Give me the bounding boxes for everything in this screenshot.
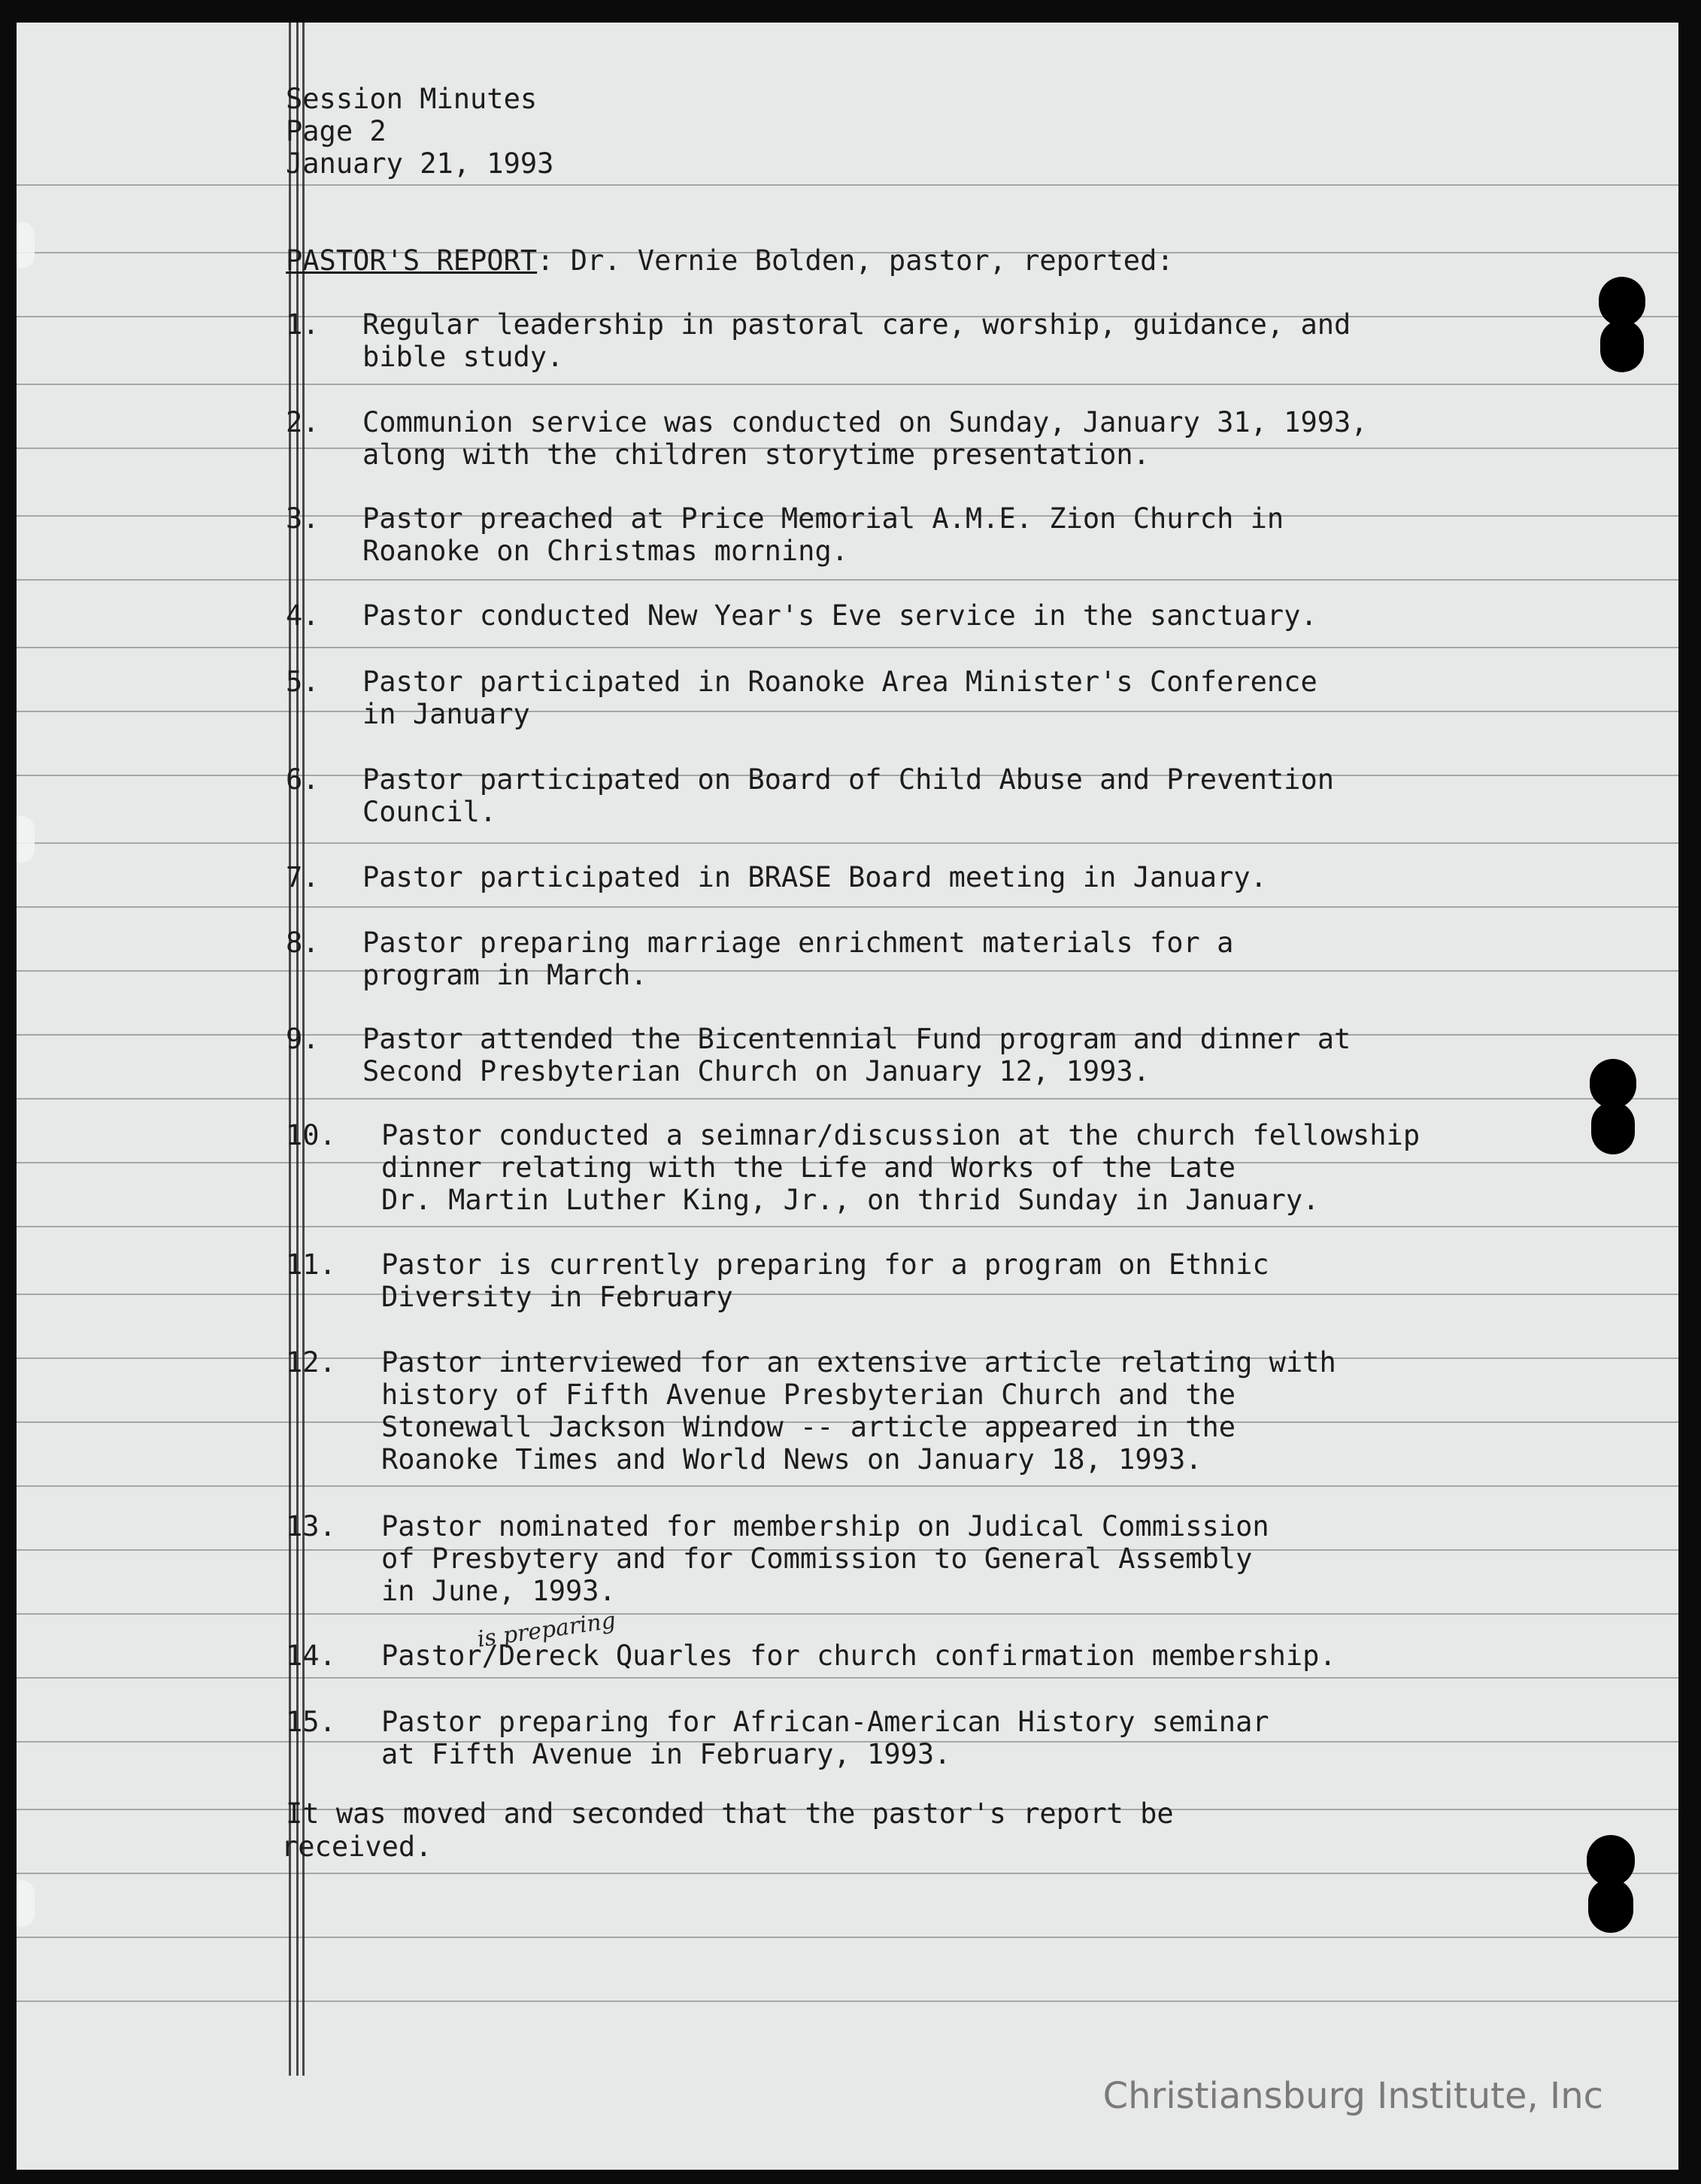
- watermark: Christiansburg Institute, Inc: [1102, 2075, 1603, 2117]
- item-text-line: Pastor conducted New Year's Eve service in the sanctuary.: [362, 599, 1317, 632]
- report-heading: PASTOR'S REPORT: [286, 244, 538, 277]
- item-text-line: Stonewall Jackson Window -- article appeared in the: [381, 1411, 1236, 1443]
- item-number: 12.: [286, 1346, 336, 1379]
- doc-title: Session Minutes: [286, 83, 538, 115]
- item-text-line: Pastor participated in Roanoke Area Minister's Conference: [362, 666, 1317, 698]
- item-text-line: Pastor participated on Board of Child Abuse and Prevention: [362, 763, 1335, 796]
- item-number: 7.: [286, 861, 320, 893]
- item-text-line: Pastor preparing marriage enrichment materials for a: [362, 927, 1234, 959]
- report-heading-line: [286, 244, 1174, 278]
- item-text-line: Second Presbyterian Church on January 12, 1993.: [362, 1055, 1150, 1087]
- item-text-line: Diversity in February: [381, 1281, 733, 1313]
- item-number: 10.: [286, 1119, 336, 1151]
- item-text-line: Communion service was conducted on Sunday, January 31, 1993,: [362, 406, 1368, 438]
- item-text-line: program in March.: [362, 959, 647, 991]
- item-text-line: Roanoke Times and World News on January 18, 1993.: [381, 1443, 1202, 1476]
- item-text-line: Pastor participated in BRASE Board meeting in January.: [362, 861, 1267, 893]
- item-number: 9.: [286, 1023, 320, 1055]
- item-text-line: at Fifth Avenue in February, 1993.: [381, 1738, 951, 1770]
- report-intro: : Dr. Vernie Bolden, pastor, reported:: [537, 244, 1174, 277]
- item-text-line: Regular leadership in pastoral care, worship, guidance, and: [362, 308, 1351, 341]
- item-text-line: dinner relating with the Life and Works of the Late: [381, 1151, 1236, 1184]
- item-number: 3.: [286, 502, 320, 535]
- doc-page-number: Page 2: [286, 115, 387, 147]
- document-page: [17, 23, 1678, 2170]
- handwritten-insert: is preparing: [475, 1607, 617, 1653]
- item-text-line: Pastor/Dereck Quarles for church confirmation membership.: [381, 1640, 1336, 1672]
- item-text-line: Roanoke on Christmas morning.: [362, 535, 849, 567]
- item-text-line: Pastor nominated for membership on Judical Commission: [381, 1510, 1269, 1542]
- item-text-line: Pastor is currently preparing for a program on Ethnic: [381, 1248, 1269, 1281]
- item-text-line: Council.: [362, 796, 497, 828]
- item-text-line: Pastor interviewed for an extensive article relating with: [381, 1346, 1336, 1379]
- item-text-line: history of Fifth Avenue Presbyterian Church and the: [381, 1379, 1236, 1411]
- item-text-line: Pastor preparing for African-American History seminar: [381, 1706, 1269, 1738]
- document-text: [17, 23, 1678, 2170]
- item-text-line: bible study.: [362, 341, 564, 373]
- item-number: 8.: [286, 927, 320, 959]
- item-number: 5.: [286, 666, 320, 698]
- item-text-line: in January: [362, 698, 530, 730]
- item-number: 6.: [286, 763, 320, 796]
- item-text-line: in June, 1993.: [381, 1575, 616, 1607]
- closing-line: received.: [281, 1831, 432, 1863]
- item-number: 14.: [286, 1640, 336, 1672]
- item-number: 4.: [286, 599, 320, 632]
- item-number: 11.: [286, 1248, 336, 1281]
- item-number: 13.: [286, 1510, 336, 1542]
- item-number: 1.: [286, 308, 320, 341]
- doc-date: January 21, 1993: [286, 147, 554, 180]
- item-text-line: of Presbytery and for Commission to General Assembly: [381, 1542, 1253, 1575]
- item-text-line: Pastor attended the Bicentennial Fund program and dinner at: [362, 1023, 1351, 1055]
- item-text-line: along with the children storytime presentation.: [362, 438, 1150, 471]
- item-text-line: Pastor preached at Price Memorial A.M.E. Zion Church in: [362, 502, 1284, 535]
- item-number: 2.: [286, 406, 320, 438]
- item-text-line: Pastor conducted a seimnar/discussion at the church fellowship: [381, 1119, 1421, 1151]
- item-number: 15.: [286, 1706, 336, 1738]
- closing-line: It was moved and seconded that the pastor's report be: [286, 1797, 1174, 1830]
- item-text-line: Dr. Martin Luther King, Jr., on thrid Sunday in January.: [381, 1184, 1320, 1216]
